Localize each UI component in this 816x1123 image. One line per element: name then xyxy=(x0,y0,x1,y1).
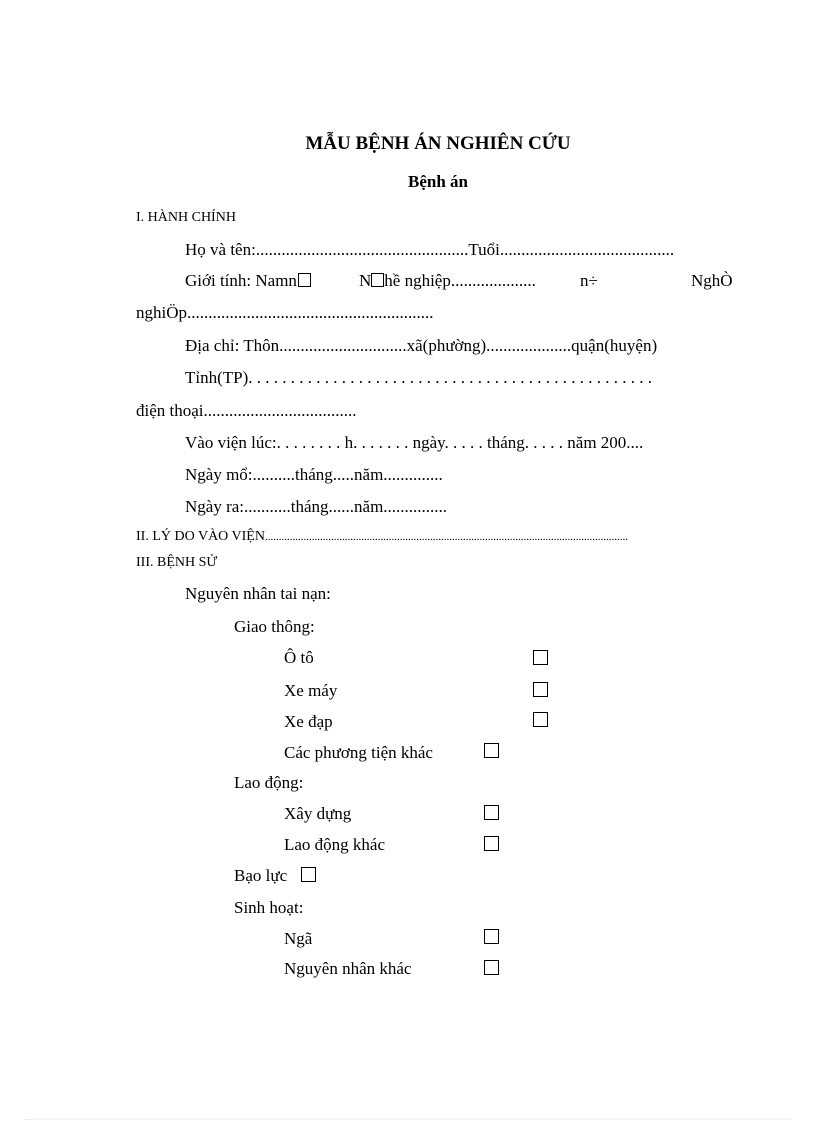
violence-checkbox[interactable] xyxy=(301,867,316,882)
occupation-line xyxy=(359,271,536,291)
province-line: Tỉnh(TP). . . . . . . . . . . . . . . . . . . . . . . . . . . . . . . . . . . . . . . . . . . . . . . . xyxy=(185,368,653,387)
other-vehicle-label: Các phương tiện khác xyxy=(284,743,433,762)
gender-line xyxy=(185,271,312,291)
motorbike-checkbox[interactable] xyxy=(533,682,548,697)
reason-dots: .................................................................................................................................... xyxy=(264,531,628,543)
occupation-rest: hề nghiệp.................... xyxy=(384,271,536,290)
other-vehicle-checkbox[interactable] xyxy=(484,743,499,758)
page-bottom-divider xyxy=(24,1119,792,1120)
other-cause-label: Nguyên nhân khác xyxy=(284,959,412,978)
construction-checkbox[interactable] xyxy=(484,805,499,820)
address-line: Địa chỉ: Thôn..............................xã(phường)....................quận(huyện) xyxy=(185,336,658,355)
daily-label: Sinh hoạt: xyxy=(234,898,304,917)
other-labor-checkbox[interactable] xyxy=(484,836,499,851)
traffic-label: Giao thông: xyxy=(234,617,315,636)
section-heading-history: III. BỆNH SỬ xyxy=(136,555,218,570)
car-label: Ô tô xyxy=(284,648,314,667)
female-symbol: n÷ xyxy=(580,271,598,290)
discharge-date-line: Ngày ra:...........tháng......năm............... xyxy=(185,497,448,516)
occupation-continued: nghiÖp.......................................................... xyxy=(136,303,434,322)
female-checkbox[interactable] xyxy=(371,273,384,287)
admission-line: Vào viện lúc:. . . . . . . . h. . . . . . . ngày. . . . . tháng. . . . . năm 200.... xyxy=(185,433,644,452)
labor-label: Lao động: xyxy=(234,773,304,792)
bicycle-label: Xe đạp xyxy=(284,712,333,731)
reason-heading: II. LÝ DO VÀO VIỆN xyxy=(136,529,265,544)
fall-label: Ngã xyxy=(284,929,313,948)
surgery-date-line: Ngày mổ:..........tháng.....năm.............. xyxy=(185,465,443,484)
construction-label: Xây dựng xyxy=(284,804,352,823)
car-checkbox[interactable] xyxy=(533,650,548,665)
cause-label: Nguyên nhân tai nạn: xyxy=(185,584,331,603)
page-subtitle: Bệnh án xyxy=(408,172,468,191)
other-labor-label: Lao động khác xyxy=(284,835,386,854)
male-checkbox[interactable] xyxy=(298,273,311,287)
section-heading-admin: I. HÀNH CHÍNH xyxy=(136,210,236,225)
fall-checkbox[interactable] xyxy=(484,929,499,944)
ngho-text: NghÒ xyxy=(691,271,733,290)
other-cause-checkbox[interactable] xyxy=(484,960,499,975)
violence-label: Bạo lực xyxy=(234,866,288,885)
page-title: MẪU BỆNH ÁN NGHIÊN CỨU xyxy=(305,133,571,154)
occupation-label: N xyxy=(359,271,372,290)
name-age-line: Họ và tên:..................................................Tuổi......................................... xyxy=(185,240,675,259)
phone-line: điện thoại.................................... xyxy=(136,401,357,420)
gender-label: Giới tính: Namn xyxy=(185,271,297,290)
motorbike-label: Xe máy xyxy=(284,681,338,700)
section-heading-reason xyxy=(136,529,628,545)
bicycle-checkbox[interactable] xyxy=(533,712,548,727)
